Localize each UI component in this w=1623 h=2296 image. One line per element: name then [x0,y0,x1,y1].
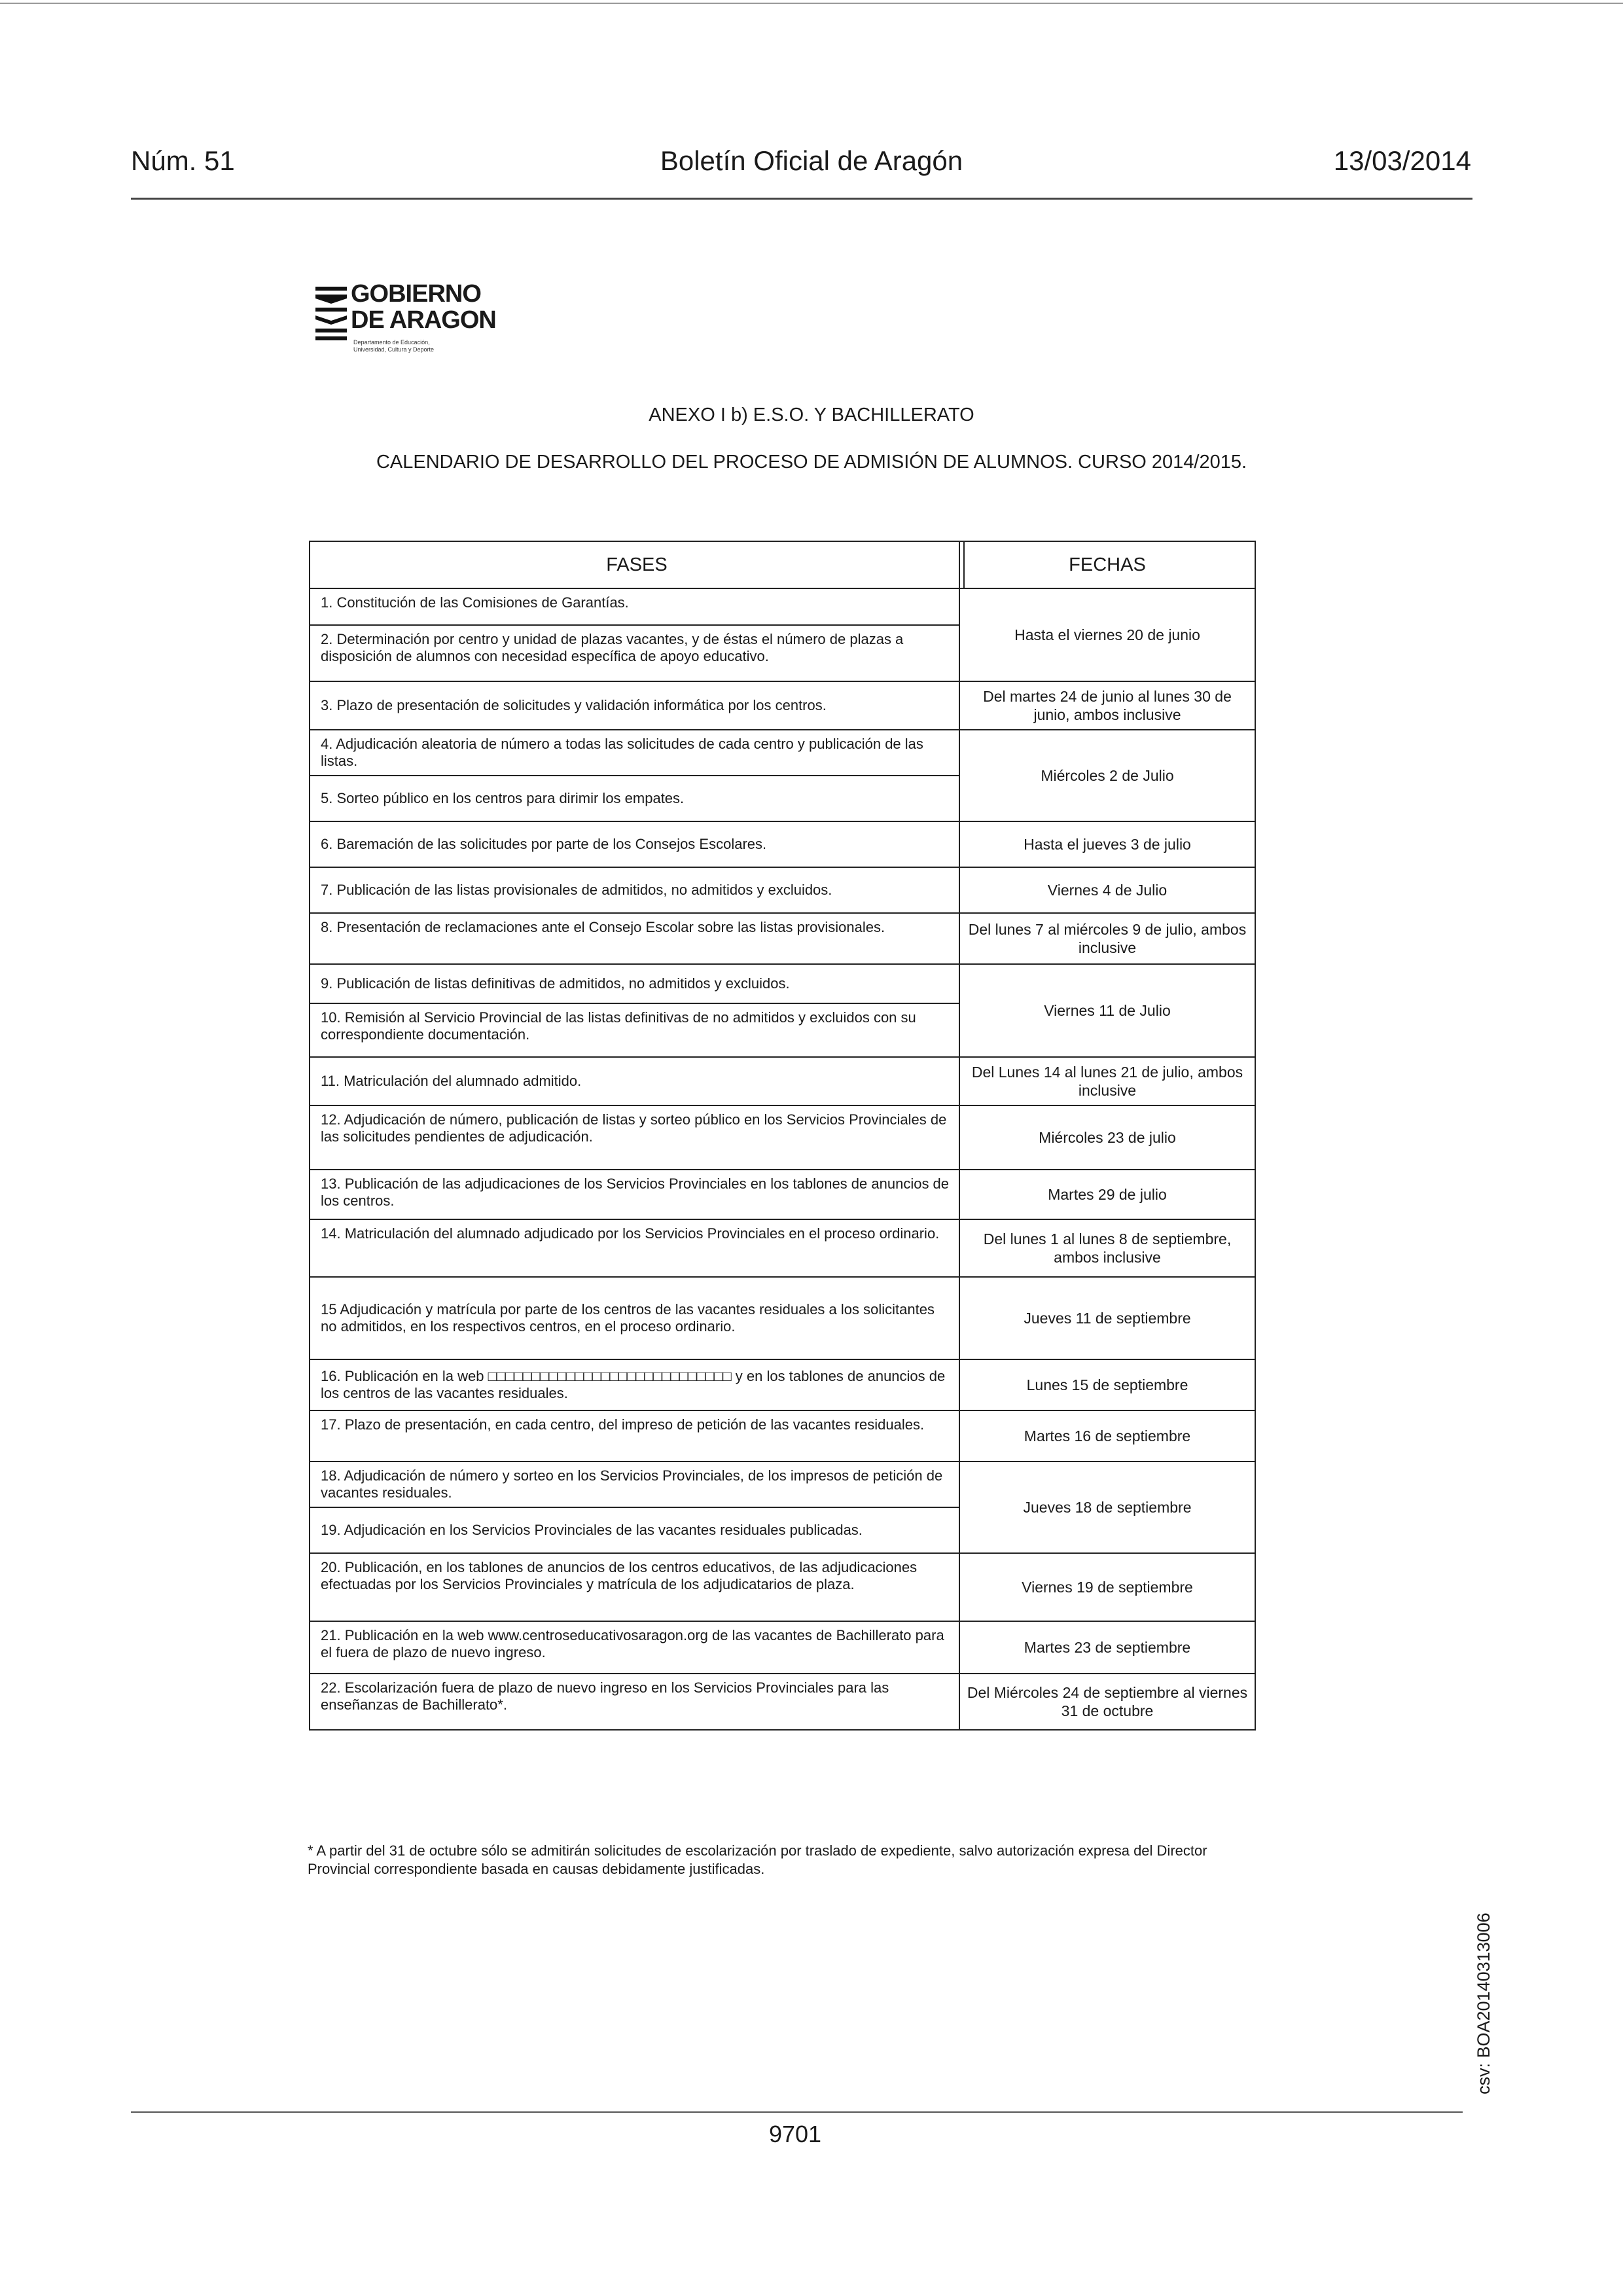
phase-row: 4. Adjudicación aleatoria de número a todas las solicitudes de cada centro y publicación de las listas. [309,729,960,776]
phase-row: 15 Adjudicación y matrícula por parte de los centros de las vacantes residuales a los solicitantes no admitidos, en los respectivos centros, en el proceso ordinario. [309,1276,960,1360]
csv-code [1474,1872,1500,2094]
issue-number: Núm. 51 [131,145,235,176]
phase-row: 8. Presentación de reclamaciones ante el Consejo Escolar sobre las listas provisionales. [309,912,960,965]
date-cell: Del lunes 7 al miércoles 9 de julio, ambos inclusive [959,912,1256,965]
date-cell: Del Lunes 14 al lunes 21 de julio, ambos inclusive [959,1056,1256,1106]
phase-row: 9. Publicación de listas definitivas de admitidos, no admitidos y excluidos. [309,963,960,1004]
date-cell: Viernes 4 de Julio [959,867,1256,914]
date-cell: Jueves 18 de septiembre [959,1461,1256,1554]
logo-line-1: GOBIERNO [351,280,481,308]
date-cell: Miércoles 23 de julio [959,1105,1256,1170]
phase-row: 14. Matriculación del alumnado adjudicado por los Servicios Provinciales en el proceso ordinario. [309,1219,960,1278]
phase-row: 6. Baremación de las solicitudes por parte de los Consejos Escolares. [309,821,960,868]
csv-code-text: csv: BOA20140313006 [1474,1912,1493,2094]
phase-row: 22. Escolarización fuera de plazo de nuevo ingreso en los Servicios Provinciales para las enseñanzas de Bachillerato*. [309,1673,960,1731]
phase-row: 2. Determinación por centro y unidad de plazas vacantes, y de éstas el número de plazas a disposición de alumnos con necesidad específica de apoyo educativo. [309,624,960,682]
column-header-phases: FASES [309,541,965,589]
phase-row: 17. Plazo de presentación, en cada centro, del impreso de petición de las vacantes residuales. [309,1410,960,1462]
phase-row: 19. Adjudicación en los Servicios Provinciales de las vacantes residuales publicadas. [309,1507,960,1554]
header-rule [131,198,1472,200]
phase-row: 11. Matriculación del alumnado admitido. [309,1056,960,1106]
date-cell: Viernes 19 de septiembre [959,1552,1256,1622]
date-cell: Miércoles 2 de Julio [959,729,1256,822]
page-number: 9701 [768,2121,822,2147]
phase-row: 10. Remisión al Servicio Provincial de las listas definitivas de no admitidos y excluidos con su correspondiente documentación. [309,1003,960,1058]
date-cell: Del martes 24 de junio al lunes 30 de junio, ambos inclusive [959,681,1256,730]
date-cell: Jueves 11 de septiembre [959,1276,1256,1360]
phase-row: 18. Adjudicación de número y sorteo en los Servicios Provinciales, de los impresos de petición de vacantes residuales. [309,1461,960,1508]
logo-department-line-2: Universidad, Cultura y Deporte [353,346,435,353]
phase-row: 21. Publicación en la web www.centroseducativosaragon.org de las vacantes de Bachillerato para el fuera de plazo de nuevo ingreso. [309,1621,960,1674]
logo-line-2: DE ARAGON [351,306,496,334]
date-cell: Del lunes 1 al lunes 8 de septiembre, ambos inclusive [959,1219,1256,1278]
phase-row: 12. Adjudicación de número, publicación de listas y sorteo público en los Servicios Provinciales de las solicitudes pendientes de adjudicación. [309,1105,960,1170]
footer-rule [131,2111,1463,2113]
annex-title: ANEXO I b) E.S.O. Y BACHILLERATO [649,404,974,425]
date-cell: Martes 16 de septiembre [959,1410,1256,1462]
bulletin-title: Boletín Oficial de Aragón [660,145,963,176]
logo-department [353,339,497,353]
date-cell: Lunes 15 de septiembre [959,1359,1256,1411]
aragon-emblem-icon [314,285,348,342]
date-cell: Viernes 11 de Julio [959,963,1256,1058]
phase-row: 13. Publicación de las adjudicaciones de los Servicios Provinciales en los tablones de anuncios de los centros. [309,1169,960,1220]
phase-row: 1. Constitución de las Comisiones de Garantías. [309,588,960,626]
phase-row: 5. Sorteo público en los centros para dirimir los empates. [309,775,960,822]
date-cell: Hasta el jueves 3 de julio [959,821,1256,868]
logo-department-line-1: Departamento de Educación, [353,339,430,346]
column-header-dates: FECHAS [959,541,1256,589]
date-cell: Hasta el viernes 20 de junio [959,588,1256,682]
calendar-title: CALENDARIO DE DESARROLLO DEL PROCESO DE ADMISIÓN DE ALUMNOS. CURSO 2014/2015. [376,452,1247,473]
phase-row: 7. Publicación de las listas provisionales de admitidos, no admitidos y excluidos. [309,867,960,914]
footnote: * A partir del 31 de octubre sólo se admitirán solicitudes de escolarización por traslado de expediente, salvo autorización expresa del Director Provincial correspondiente basada en causas debidamente justificadas. [308,1842,1207,1877]
scan-top-edge [0,3,1623,4]
phase-row: 16. Publicación en la web □□□□□□□□□□□□□□□□□□□□□□□□□□□□ y en los tablones de anuncios de los centros de las vacantes residuales. [309,1359,960,1411]
date-cell: Martes 23 de septiembre [959,1621,1256,1674]
issue-date: 13/03/2014 [1333,145,1471,176]
gobierno-aragon-logo [314,281,524,367]
phase-row: 3. Plazo de presentación de solicitudes y validación informática por los centros. [309,681,960,730]
date-cell: Del Miércoles 24 de septiembre al viernes 31 de octubre [959,1673,1256,1731]
date-cell: Martes 29 de julio [959,1169,1256,1220]
phase-row: 20. Publicación, en los tablones de anuncios de los centros educativos, de las adjudicaciones efectuadas por los Servicios Provinciales y matrícula de los adjudicatarios de plaza. [309,1552,960,1622]
